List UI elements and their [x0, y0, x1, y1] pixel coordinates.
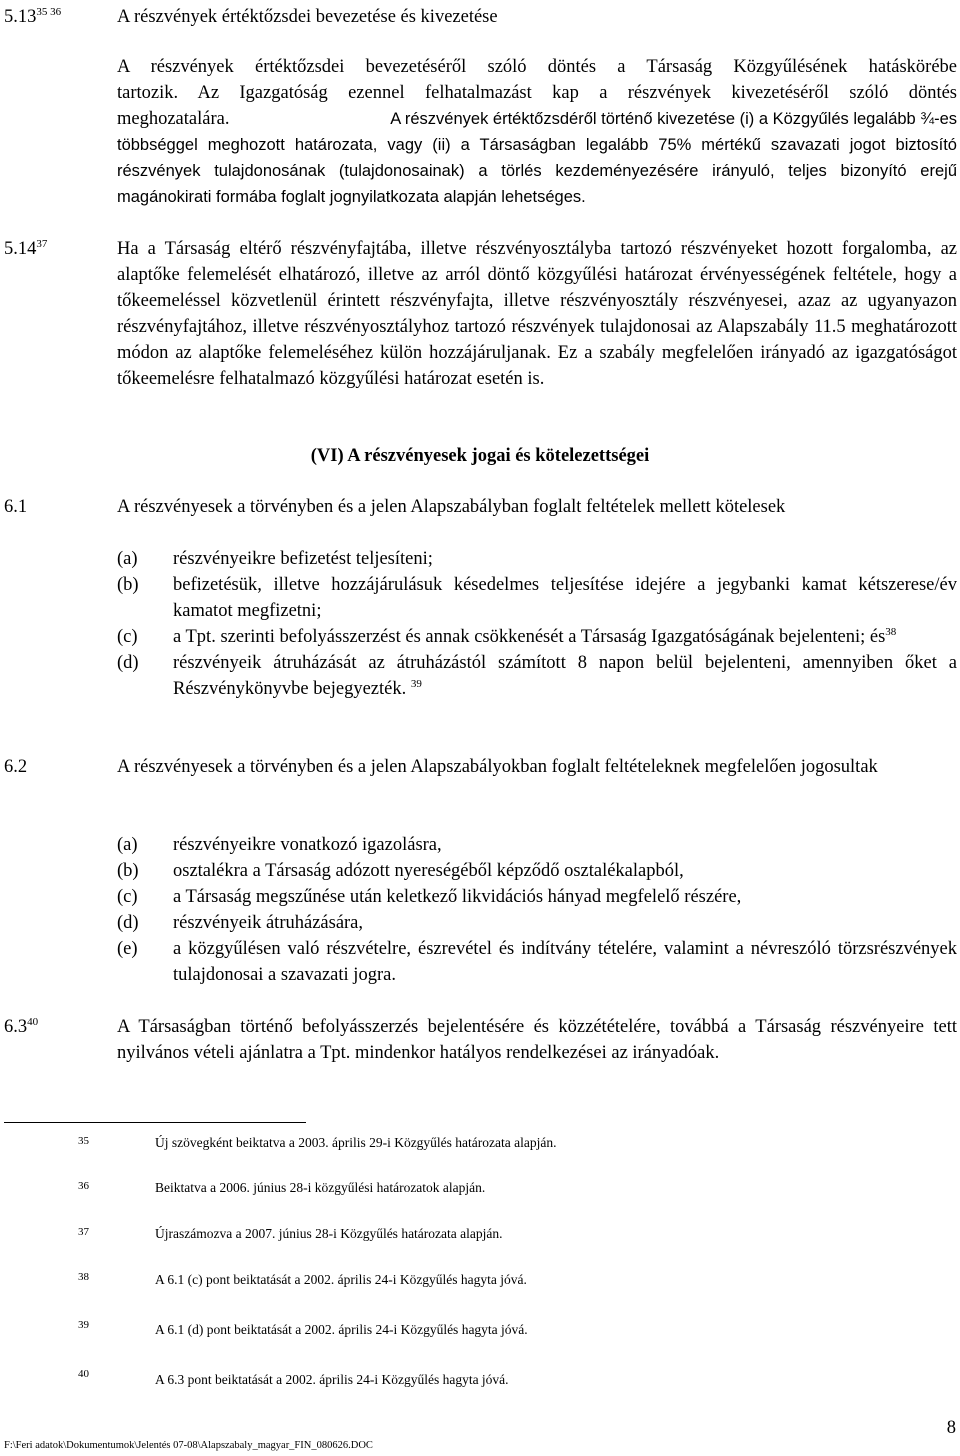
list-text-body: részvényeik átruházását az átruházástól számított 8 napon belül bejelenteni, amennyiben őket a Részvénykönyvbe bejegyezték.: [173, 653, 957, 699]
paragraph-6-2: A részvényesek a törvényben és a jelen Alapszabályokban foglalt feltételeknek megfelelően jogosultak: [117, 757, 878, 777]
paragraph-fragment: A részvények értéktőzsdéről történő kivezetése (i) a Közgyűlés legalább ¾-es: [390, 110, 957, 128]
list-label: (c): [117, 887, 138, 907]
footnote-num: 37: [78, 1226, 89, 1238]
list-label: (d): [117, 653, 139, 673]
section-number: 6.3: [4, 1017, 28, 1037]
list-6-2: [117, 832, 957, 988]
section-number-6-3: [4, 1014, 38, 1040]
list-item: [117, 936, 957, 988]
list-item: [117, 650, 957, 702]
list-text: részvényeikre befizetést teljesíteni;: [173, 549, 433, 569]
footnote-text: A 6.1 (d) pont beiktatását a 2002. április 24-i Közgyűlés hagyta jóvá.: [155, 1322, 528, 1337]
paragraph-line: A részvények értéktőzsdei bevezetéséről szóló döntés a Társaság Közgyűlésének hatáskörébe: [117, 57, 957, 77]
list-label: (b): [117, 575, 139, 595]
file-path-footer: F:\Feri adatok\Dokumentumok\Jelentés 07-08\Alapszabaly_magyar_FIN_080626.DOC: [4, 1440, 373, 1451]
list-text: a közgyűlésen való részvételre, észrevétel és indítvány tételére, valamint a névreszóló törzsrészvények tulajdonosai a szavazati jogra.: [173, 939, 957, 985]
list-item: [117, 910, 957, 936]
paragraph-line: [117, 106, 957, 132]
footnote-number: [78, 1267, 89, 1285]
list-text: a Társaság megszűnése után keletkező likvidációs hányad megfelelő részére,: [173, 887, 742, 907]
section-number: 5.13: [4, 7, 37, 27]
list-text: [173, 650, 957, 702]
list-text: [173, 624, 957, 650]
list-text: osztalékra a Társaság adózott nyereségéből képződő osztalékalapból,: [173, 861, 684, 881]
footnote-text: Új szövegként beiktatva a 2003. április 29-i Közgyűlés határozata alapján.: [155, 1135, 557, 1150]
footnote-num: 40: [78, 1368, 89, 1380]
list-label: (c): [117, 627, 138, 647]
footnote-num: 39: [78, 1319, 89, 1331]
footnote-ref: 40: [27, 1015, 39, 1028]
list-label: (e): [117, 939, 138, 959]
footnote-number: [78, 1222, 89, 1240]
list-text: részvényeik átruházására,: [173, 913, 364, 933]
footnote-num: 38: [78, 1271, 89, 1283]
footnote-num: 35: [78, 1135, 89, 1147]
list-label: (d): [117, 913, 139, 933]
footnote-text: A 6.1 (c) pont beiktatását a 2002. április 24-i Közgyűlés hagyta jóvá.: [155, 1272, 527, 1287]
paragraph-6-3: A Társaságban történő befolyásszerzés bejelentésére és közzétételére, továbbá a Társaság részvényeire tett nyilvános vételi ajánlatra a Tpt. mindenkor hatályos rendelkezései az irányadóak.: [117, 1017, 957, 1063]
list-item: [117, 858, 957, 884]
list-text-body: a Tpt. szerinti befolyásszerzést és annak csökkenését a Társaság Igazgatóságának bejelenteni; és: [173, 627, 886, 647]
page-number: 8: [946, 1418, 956, 1438]
list-label: (a): [117, 835, 138, 855]
list-item: [117, 832, 957, 858]
list-label: (b): [117, 861, 139, 881]
footnote-ref: 38: [885, 625, 897, 638]
chapter-heading: (VI) A részvényesek jogai és kötelezettségei: [310, 446, 650, 466]
paragraph-fragment: meghozatalára.: [117, 109, 230, 129]
paragraph-5-13: [117, 54, 957, 210]
footnote-text: A 6.3 pont beiktatását a 2002. április 24-i Közgyűlés hagyta jóvá.: [155, 1372, 509, 1387]
list-label: (a): [117, 549, 138, 569]
list-item: [117, 546, 957, 572]
section-number-5-13: [4, 4, 61, 30]
list-item: [117, 884, 957, 910]
footnote-ref: 35 36: [36, 5, 62, 18]
footnote-number: [78, 1176, 89, 1194]
list-item: [117, 624, 957, 650]
footnote-text: Újraszámozva a 2007. június 28-i Közgyűlés határozata alapján.: [155, 1226, 503, 1241]
list-text: befizetésük, illetve hozzájárulásuk késedelmes teljesítése idejére a jegybanki kamat kétszeresе/év kamatot megfizetni;: [173, 575, 957, 621]
footnote-number: [78, 1315, 89, 1333]
paragraph-6-1: A részvényesek a törvényben és a jelen Alapszabályban foglalt feltételek mellett kötelesek: [117, 497, 786, 517]
section-title-5-13: A részvények értéktőzsdei bevezetése és kivezetése: [117, 7, 498, 27]
section-number-6-1: 6.1: [4, 497, 28, 517]
footnote-ref: 39: [410, 677, 422, 690]
footnote-number: [78, 1131, 89, 1149]
footnote-ref: 37: [36, 237, 48, 250]
section-number-5-14: [4, 236, 47, 262]
list-text: részvényeikre vonatkozó igazolásra,: [173, 835, 442, 855]
footnote-separator: [4, 1122, 306, 1123]
footnote-number: [78, 1364, 89, 1382]
footnote-num: 36: [78, 1180, 89, 1192]
paragraph-rest: többséggel meghozott határozata, vagy (ii) a Társaságban legalább 75% mértékű szavazati jogot biztosító részvények tulajdonosának (tulajdonosainak) a törlés kezdeményezésére irányuló, teljes bizonyító erejű magánokirati formába foglalt jognyilatkozata alapján lehetséges.: [117, 136, 957, 206]
paragraph-5-14: Ha a Társaság eltérő részvényfajtába, illetve részvényosztályba tartozó részvényeket hozott forgalomba, az alaptőke felemelését elhatározó, illetve az arról döntő közgyűlési határozat érvényességének feltétele, hogy a tőkeemeléssel közvetlenül érintett részvényfajta, illetve részvényosztály részvényesei, azaz az ugyanyazon részvényfajtához, illetve részvényosztályhoz tartozó részvények tulajdonosai az Alapszabály 11.5 meghatározott módon az alaptőke felemeléséhez külön hozzájáruljanak. Ez a szabály megfelelően irányadó az igazgatóságot tőkeemelésre felhatalmazó közgyűlési határozat esetén is.: [117, 239, 957, 389]
list-6-1: [117, 546, 957, 702]
section-number-6-2: 6.2: [4, 757, 28, 777]
section-number: 5.14: [4, 239, 37, 259]
footnote-text: Beiktatva a 2006. június 28-i közgyűlési határozatok alapján.: [155, 1180, 486, 1195]
list-item: [117, 572, 957, 624]
paragraph-line: tartozik. Az Igazgatóság ezennel felhatalmazást kap a részvények kivezetéséről szóló döntés: [117, 83, 957, 103]
